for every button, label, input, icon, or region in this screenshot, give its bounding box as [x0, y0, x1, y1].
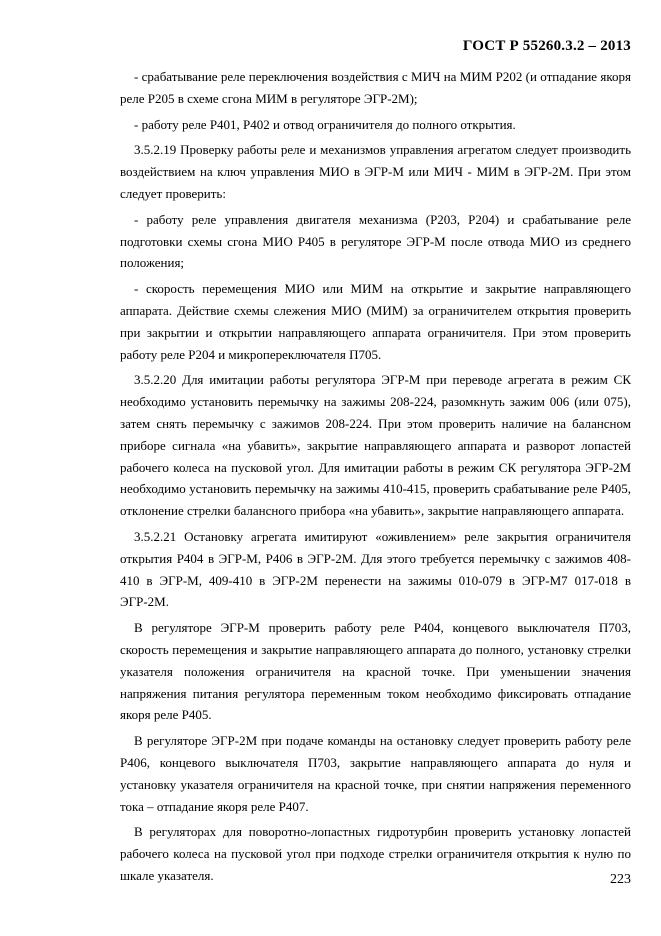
- paragraph-egr-2m-check: В регуляторе ЭГР-2М при подаче команды на остановку следует проверить работу реле Р406, концевого выключателя П703, закрытие направляющего аппарата до нуля и установку указателя ограничителя на красной точке, при снятии напряжения переменного тока – отпадание якоря реле Р407.: [120, 733, 631, 814]
- paragraph-3-5-2-21: 3.5.2.21 Остановку агрегата имитируют «оживлением» реле закрытия ограничителя открытия Р404 в ЭГР-М, Р406 в ЭГР-2М. Для этого требуется перемычку с зажимов 408-410 в ЭГР-М, 409-410 в ЭГР-2М перенести на зажимы 010-079 в ЭГР-М7 017-018 в ЭГР-2М.: [120, 528, 631, 610]
- document-body: [120, 66, 631, 891]
- paragraph-egr-m-check: В регуляторе ЭГР-М проверить работу реле Р404, концевого выключателя П703, скорость перемещения и закрытие направляющего аппарата до полного, установку стрелки указателя положения ограничителя на красной точке. При уменьшении значения напряжения питания регулятора переменным током необходимо фиксировать отпадание якоря реле Р405.: [120, 620, 631, 723]
- paragraph-3-5-2-19: 3.5.2.19 Проверку работы реле и механизмов управления агрегатом следует производить воздействием на ключ управления МИО в ЭГР-М или МИЧ - МИМ в ЭГР-2М. При этом следует проверить:: [120, 142, 631, 201]
- document-header: ГОСТ Р 55260.3.2 – 2013: [462, 38, 631, 54]
- paragraph-relay-switch: - срабатывание реле переключения воздействия с МИЧ на МИМ Р202 (и отпадание якоря реле Р205 в схеме сгона МИМ в регуляторе ЭГР-2М);: [120, 69, 631, 106]
- paragraph-kaplan-check: В регуляторах для поворотно-лопастных гидротурбин проверить установку лопастей рабочего колеса на пусковой угол при подходе стрелки ограничителя открытия к нулю по шкале указателя.: [120, 824, 631, 883]
- paragraph-3-5-2-20: 3.5.2.20 Для имитации работы регулятора ЭГР-М при переводе агрегата в режим СК необходимо установить перемычку на зажимы 208-224, разомкнуть зажим 006 (или 075), затем снять перемычку с зажимов 208-224. При этом проверить наличие на балансном приборе сигнала «на убавить», закрытие направляющего аппарата и разворот лопастей рабочего колеса на пусковой угол. Для имитации работы в режим СК регулятора ЭГР-2М необходимо установить перемычку на зажимы 410-415, проверить срабатывание реле Р405, отклонение стрелки балансного прибора «на убавить», закрытие направляющего аппарата.: [120, 372, 631, 519]
- paragraph-relay-p401: - работу реле Р401, Р402 и отвод ограничителя до полного открытия.: [134, 116, 516, 132]
- paragraph-mio-speed: - скорость перемещения МИО или МИМ на открытие и закрытие направляющего аппарата. Действие схемы слежения МИО (МИМ) за ограничителем открытия проверить при закрытии и открытии направляющего аппарата ограничителя. При этом проверить работу реле Р204 и микропереключателя П705.: [120, 281, 631, 362]
- paragraph-motor-relay: - работу реле управления двигателя механизма (Р203, Р204) и срабатывание реле подготовки схемы сгона МИО Р405 в регуляторе ЭГР-М после отвода МИО из среднего положения;: [120, 211, 631, 271]
- page-number: 223: [610, 872, 631, 887]
